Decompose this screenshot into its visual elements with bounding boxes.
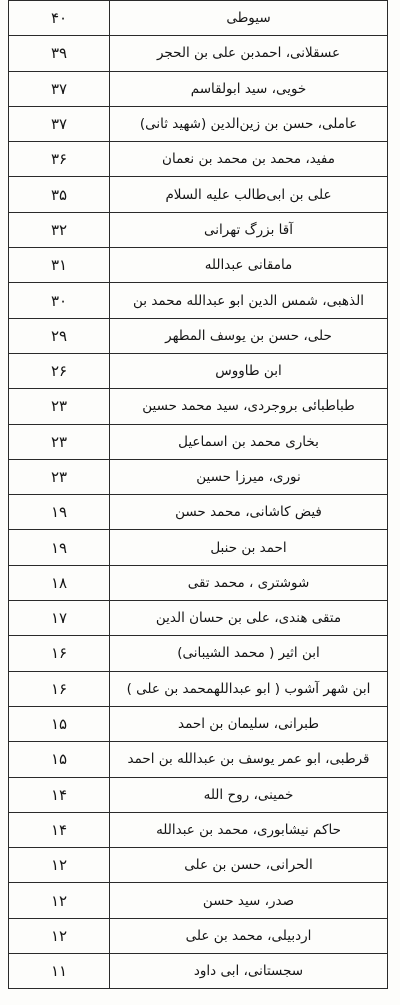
count-cell: ۱۹ bbox=[9, 495, 110, 530]
author-name-cell: سیوطی bbox=[110, 1, 388, 36]
table-row bbox=[9, 424, 388, 459]
author-name-cell: فیض کاشانی، محمد حسن bbox=[110, 495, 388, 530]
table-row bbox=[9, 142, 388, 177]
table-row bbox=[9, 530, 388, 565]
count-cell: ۳۶ bbox=[9, 142, 110, 177]
table-row bbox=[9, 742, 388, 777]
author-name-cell: طبرانی، سلیمان بن احمد bbox=[110, 706, 388, 741]
author-name-cell: ابن طاووس bbox=[110, 353, 388, 388]
table-row bbox=[9, 601, 388, 636]
author-name-cell: طباطبائی بروجردی، سید محمد حسین bbox=[110, 389, 388, 424]
count-cell: ۱۲ bbox=[9, 918, 110, 953]
author-name-cell: ابن شهر آشوب ( ابو عبداللهمحمد بن علی ) bbox=[110, 671, 388, 706]
table-row bbox=[9, 212, 388, 247]
author-name-cell: مامقانی عبدالله bbox=[110, 248, 388, 283]
count-cell: ۱۵ bbox=[9, 706, 110, 741]
count-cell: ۳۷ bbox=[9, 71, 110, 106]
table-row bbox=[9, 177, 388, 212]
table-row bbox=[9, 248, 388, 283]
table-row bbox=[9, 636, 388, 671]
author-name-cell: قرطبی، ابو عمر یوسف بن عبدالله بن احمد bbox=[110, 742, 388, 777]
table-body bbox=[9, 1, 388, 989]
count-cell: ۱۱ bbox=[9, 954, 110, 989]
author-name-cell: خویی، سید ابولقاسم bbox=[110, 71, 388, 106]
table-row bbox=[9, 36, 388, 71]
authors-table bbox=[8, 0, 388, 989]
count-cell: ۱۴ bbox=[9, 777, 110, 812]
count-cell: ۲۳ bbox=[9, 459, 110, 494]
author-name-cell: حاکم نیشابوری، محمد بن عبدالله bbox=[110, 812, 388, 847]
count-cell: ۳۷ bbox=[9, 106, 110, 141]
author-name-cell: آقا بزرگ تهرانی bbox=[110, 212, 388, 247]
table-row bbox=[9, 1, 388, 36]
author-name-cell: بخاری محمد بن اسماعیل bbox=[110, 424, 388, 459]
table-row bbox=[9, 883, 388, 918]
count-cell: ۱۶ bbox=[9, 671, 110, 706]
table-row bbox=[9, 318, 388, 353]
table-row bbox=[9, 671, 388, 706]
count-cell: ۱۹ bbox=[9, 530, 110, 565]
count-cell: ۱۲ bbox=[9, 883, 110, 918]
author-name-cell: الذهبی، شمس الدین ابو عبدالله محمد بن bbox=[110, 283, 388, 318]
author-name-cell: حلی، حسن بن یوسف المطهر bbox=[110, 318, 388, 353]
count-cell: ۳۱ bbox=[9, 248, 110, 283]
author-name-cell: علی بن ابی‌طالب علیه السلام bbox=[110, 177, 388, 212]
author-name-cell: اردبیلی، محمد بن علی bbox=[110, 918, 388, 953]
count-cell: ۲۶ bbox=[9, 353, 110, 388]
table-row bbox=[9, 777, 388, 812]
author-name-cell: شوشتری ، محمد تقی bbox=[110, 565, 388, 600]
count-cell: ۲۳ bbox=[9, 424, 110, 459]
author-name-cell: نوری، میرزا حسین bbox=[110, 459, 388, 494]
author-name-cell: مفید، محمد بن محمد بن نعمان bbox=[110, 142, 388, 177]
count-cell: ۳۰ bbox=[9, 283, 110, 318]
table-row bbox=[9, 283, 388, 318]
author-name-cell: احمد بن حنبل bbox=[110, 530, 388, 565]
count-cell: ۲۳ bbox=[9, 389, 110, 424]
table-row bbox=[9, 106, 388, 141]
count-cell: ۱۶ bbox=[9, 636, 110, 671]
author-name-cell: متقی هندی، علی بن حسان الدین bbox=[110, 601, 388, 636]
count-cell: ۳۵ bbox=[9, 177, 110, 212]
table-row bbox=[9, 459, 388, 494]
table-row bbox=[9, 389, 388, 424]
count-cell: ۴۰ bbox=[9, 1, 110, 36]
count-cell: ۱۲ bbox=[9, 848, 110, 883]
author-name-cell: صدر، سید حسن bbox=[110, 883, 388, 918]
author-name-cell: ابن اثیر ( محمد الشیبانی) bbox=[110, 636, 388, 671]
table-row bbox=[9, 918, 388, 953]
author-name-cell: الحرانی، حسن بن علی bbox=[110, 848, 388, 883]
table-row bbox=[9, 706, 388, 741]
table-row bbox=[9, 495, 388, 530]
count-cell: ۳۹ bbox=[9, 36, 110, 71]
table-row bbox=[9, 353, 388, 388]
count-cell: ۱۵ bbox=[9, 742, 110, 777]
table-row bbox=[9, 812, 388, 847]
count-cell: ۱۷ bbox=[9, 601, 110, 636]
table-row bbox=[9, 71, 388, 106]
table-row bbox=[9, 565, 388, 600]
author-name-cell: خمینی، روح الله bbox=[110, 777, 388, 812]
count-cell: ۱۴ bbox=[9, 812, 110, 847]
count-cell: ۱۸ bbox=[9, 565, 110, 600]
author-name-cell: سجستانی، ابی داود bbox=[110, 954, 388, 989]
count-cell: ۲۹ bbox=[9, 318, 110, 353]
author-name-cell: عسقلانی، احمدبن علی بن الحجر bbox=[110, 36, 388, 71]
table-row bbox=[9, 848, 388, 883]
count-cell: ۳۲ bbox=[9, 212, 110, 247]
table-row bbox=[9, 954, 388, 989]
author-name-cell: عاملی، حسن بن زین‌الدین (شهید ثانی) bbox=[110, 106, 388, 141]
